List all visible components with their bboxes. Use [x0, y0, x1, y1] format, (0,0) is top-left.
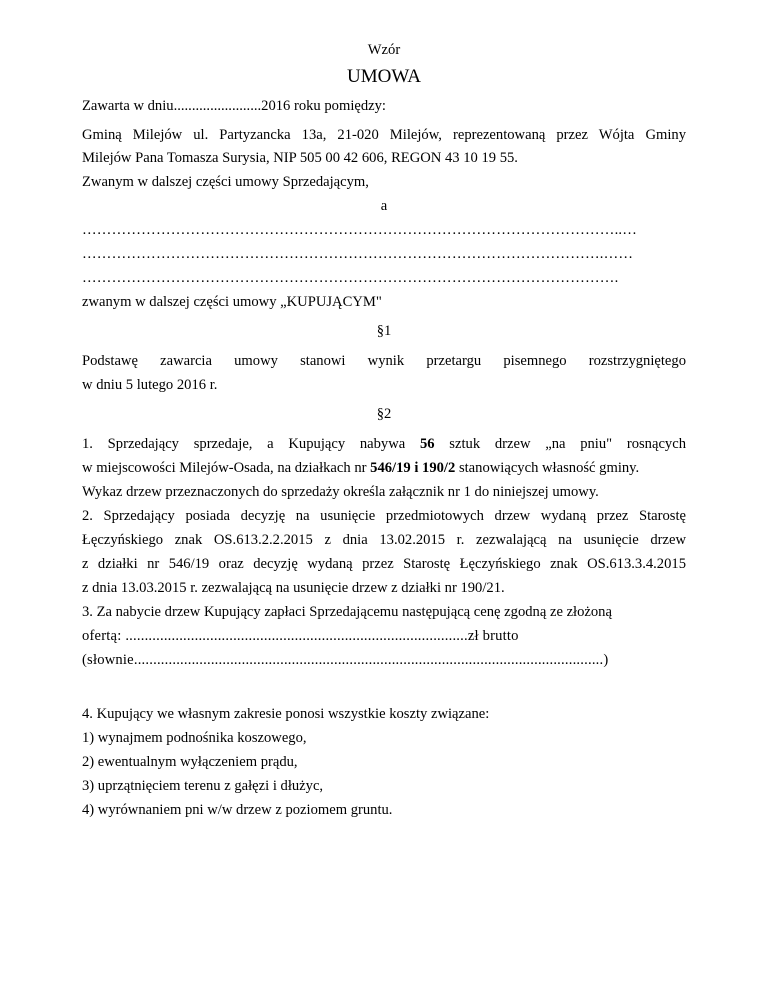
paragraph-2-line-2: Łęczyńskiego znak OS.613.2.2.2015 z dnia 13.02.2015 r. zezwalającą na usunięcie drzew — [82, 532, 686, 548]
paragraph-3-words-line: (słownie..........................................................................................................................) — [82, 652, 609, 668]
paragraph-1-line-3: Wykaz drzew przeznaczonych do sprzedaży określa załącznik nr 1 do niniejszej umowy. — [82, 484, 599, 500]
seller-definition: Zwanym w dalszej części umowy Sprzedającym, — [82, 174, 369, 190]
section-2-heading: §2 — [376, 406, 392, 422]
buyer-dots-line-3: ………………………………………………………………………………………………. — [82, 270, 619, 286]
seller-line-1: Gminą Milejów ul. Partyzancka 13a, 21-020 Milejów, reprezentowaną przez Wójta Gminy — [82, 127, 686, 143]
tree-count: 56 — [419, 436, 435, 452]
paragraph-4-intro: 4. Kupujący we własnym zakresie ponosi wszystkie koszty związane: — [82, 706, 490, 722]
buyer-dots-line-2: …………………………………………………………………………………………….…… — [82, 246, 634, 262]
paragraph-1-text-a: 1. Sprzedający sprzedaje, a Kupujący nabywa — [82, 436, 420, 452]
paragraph-1-text-c: w miejscowości Milejów-Osada, na działkach nr — [82, 460, 371, 476]
seller-line-2: Milejów Pana Tomasza Surysia, NIP 505 00 42 606, REGON 43 10 19 55. — [82, 150, 518, 166]
list-item: 4) wyrównaniem pni w/w drzew z poziomem gruntu. — [82, 802, 393, 818]
document-title: UMOWA — [347, 66, 421, 87]
plot-numbers: 546/19 i 190/2 — [370, 460, 456, 476]
paragraph-2-line-1: 2. Sprzedający posiada decyzję na usunięcie przedmiotowych drzew wydaną przez Starostę — [82, 508, 686, 524]
paragraph-2-line-4: z dnia 13.03.2015 r. zezwalającą na usunięcie drzew z działki nr 190/21. — [82, 580, 505, 596]
paragraph-3-price-line: ofertą: .........................................................................................zł brutto — [82, 628, 519, 644]
contract-date-line: Zawarta w dniu........................2016 roku pomiędzy: — [82, 98, 386, 114]
section-1-line-1: Podstawę zawarcia umowy stanowi wynik przetargu pisemnego rozstrzygniętego — [82, 353, 686, 369]
buyer-definition: zwanym w dalszej części umowy „KUPUJĄCYM" — [82, 294, 382, 310]
paragraph-3-line-1: 3. Za nabycie drzew Kupujący zapłaci Sprzedającemu następującą cenę zgodną ze złożoną — [82, 604, 612, 620]
buyer-dots-line-1: ………………………………………………………………………………………………..… — [82, 222, 638, 238]
paragraph-1-text-d: stanowiących własność gminy. — [455, 460, 640, 476]
paragraph-1-text-b: sztuk drzew „na pniu" rosnących — [434, 436, 686, 452]
template-label: Wzór — [367, 42, 401, 58]
paragraph-2-line-3: z działki nr 546/19 oraz decyzję wydaną przez Starostę Łęczyńskiego znak OS.613.3.4.2015 — [82, 556, 686, 572]
section-1-line-2: w dniu 5 lutego 2016 r. — [82, 377, 218, 393]
section-1-heading: §1 — [376, 323, 392, 339]
list-item: 1) wynajmem podnośnika koszowego, — [82, 730, 307, 746]
conjunction: a — [380, 198, 388, 214]
list-item: 3) uprzątnięciem terenu z gałęzi i dłużyc, — [82, 778, 324, 794]
list-item: 2) ewentualnym wyłączeniem prądu, — [82, 754, 298, 770]
paragraph-1-line-2 — [82, 459, 686, 477]
paragraph-1-line-1 — [82, 435, 686, 453]
